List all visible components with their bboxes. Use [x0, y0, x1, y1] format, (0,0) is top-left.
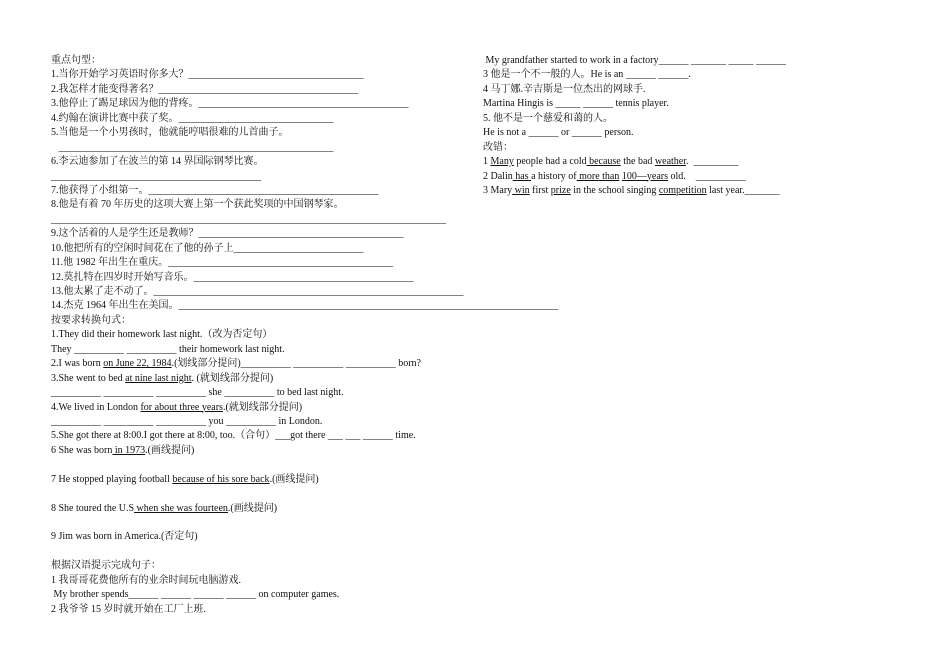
- line-text: .(就划线部分提问): [222, 401, 303, 413]
- left-line: [51, 184, 481, 198]
- left-line: [51, 574, 481, 588]
- underlined-text: prize: [550, 184, 571, 196]
- left-line: [51, 155, 481, 169]
- line-text: people had a cold: [513, 156, 587, 168]
- line-text: 改错：: [483, 141, 513, 153]
- line-text: a history of: [531, 170, 577, 182]
- left-line: [51, 198, 481, 212]
- line-text: 9.这个活着的人是学生还是教师？: [51, 228, 199, 240]
- left-line: [51, 357, 481, 371]
- underlined-text: more than: [576, 170, 620, 182]
- line-text: 7.他获得了小组第一。: [51, 184, 149, 196]
- line-text: My grandfather started to work in a factory______ _______ _____ ______: [483, 55, 786, 66]
- line-text: .(画线提问): [227, 502, 278, 514]
- underlined-text: for about three years: [140, 401, 223, 413]
- line-text: 10.他把所有的空闲时间花在了他的孙子上: [51, 242, 234, 254]
- left-line: [51, 126, 481, 140]
- line-text: They __________ __________ their homework last night.: [51, 343, 285, 355]
- line-text: 根据汉语提示完成句子：: [51, 560, 161, 572]
- line-text: __________________________: [233, 242, 364, 254]
- left-line: [51, 227, 481, 241]
- line-text: 2.我怎样才能变得著名？: [51, 83, 159, 95]
- underlined-text: because of his sore back: [172, 473, 270, 485]
- line-text: _________________________________________: [198, 228, 404, 240]
- right-line: [483, 126, 923, 140]
- underlined-text: has: [512, 170, 532, 182]
- line-text: ________________________________________: [158, 83, 359, 95]
- line-text: My brother spends______ ______ ______ ______ on computer games.: [51, 589, 340, 601]
- line-text: 4 马丁娜.辛吉斯是一位杰出的网球手.: [483, 83, 646, 95]
- left-line: [51, 314, 481, 328]
- left-line: [51, 458, 481, 472]
- line-text: 3.She went to bed: [51, 372, 126, 384]
- line-text: __________ __________ __________ you __________ in London.: [51, 415, 323, 427]
- line-text: the bad: [620, 156, 655, 168]
- left-line: [51, 415, 481, 429]
- underlined-text: win: [512, 184, 530, 196]
- line-text: 2 我爷爷 15 岁时就开始在工厂上班.: [51, 603, 206, 615]
- line-text: first: [529, 184, 551, 196]
- left-line: [51, 444, 481, 458]
- line-text: 按要求转换句式：: [51, 314, 131, 326]
- line-text: .(画线提问): [269, 473, 319, 485]
- right-line: [483, 83, 923, 97]
- line-text: 1.当你开始学习英语时你多大？: [51, 69, 189, 81]
- line-text: _______________________________________________________________________________: [51, 213, 446, 225]
- line-text: 5.当他是一个小男孩时，他就能哼唱很难的儿首曲子。: [51, 127, 289, 139]
- left-line: [51, 516, 481, 530]
- line-text: 5. 他不是一个慈爱和蔼的人。: [483, 112, 613, 124]
- right-column: [483, 54, 923, 198]
- line-text: 6 She was born: [51, 444, 113, 456]
- line-text: 8.他是有着 70 年历史的这项大赛上第一个获此奖项的中国钢琴家。: [51, 199, 344, 211]
- line-text: 1: [483, 156, 491, 168]
- line-text: ______________________________________________________________: [153, 286, 464, 297]
- line-text: 1.They did their homework last night.（改为否定句）: [51, 329, 273, 341]
- right-line: [483, 141, 923, 155]
- line-text: 2.I was born: [51, 358, 104, 370]
- line-text: 6.李云迪参加了在波兰的第 14 界国际钢琴比赛。: [51, 156, 264, 168]
- left-line: [51, 530, 481, 544]
- line-text: .(划线部分提问)__________ __________ __________ born?: [171, 358, 421, 370]
- line-text: 11.他 1982 年出生在重庆。: [51, 257, 169, 269]
- underlined-text: when she was fourteen: [134, 502, 228, 514]
- line-text: He is not a ______ or ______ person.: [483, 127, 634, 139]
- right-line: [483, 112, 923, 126]
- left-line: [51, 545, 481, 559]
- left-line: [51, 502, 481, 516]
- line-text: 14.杰克 1964 年出生在美国。: [51, 300, 179, 312]
- left-line: [51, 112, 481, 126]
- line-text: ____________________________________________________________________________: [178, 300, 559, 312]
- left-line: [51, 54, 481, 68]
- underlined-text: weather: [654, 156, 686, 168]
- right-line: [483, 97, 923, 111]
- line-text: 1 我哥哥花费他所有的业余时间玩电脑游戏.: [51, 574, 241, 586]
- left-line: [51, 299, 559, 313]
- left-line: [51, 97, 481, 111]
- left-line: [51, 256, 481, 270]
- left-line: [51, 372, 481, 386]
- underlined-text: on June 22, 1984: [103, 358, 172, 370]
- line-text: _______________________________________________________: [51, 141, 334, 153]
- line-text: in the school singing: [570, 184, 659, 196]
- left-line: [51, 401, 481, 415]
- line-text: ___________________________________: [188, 69, 364, 81]
- left-line: [51, 588, 481, 602]
- left-line: [51, 487, 481, 501]
- line-text: Martina Hingis is _____ ______ tennis player.: [483, 98, 669, 110]
- left-line: [51, 242, 481, 256]
- left-line: [51, 83, 481, 97]
- line-text: .(画线提问): [145, 444, 195, 456]
- line-text: 7 He stopped playing football: [51, 473, 173, 485]
- right-line: [483, 170, 923, 184]
- line-text: 9 Jim was born in America.(否定句): [51, 531, 198, 543]
- line-text: 12.莫扎特在四岁时开始写音乐。: [51, 271, 194, 283]
- left-line: [51, 603, 481, 617]
- underlined-text: 100—years: [621, 170, 668, 182]
- left-line: [51, 213, 481, 227]
- underlined-text: competition: [658, 184, 707, 196]
- left-line: [51, 141, 481, 155]
- line-text: . (就划线部分提问): [191, 372, 274, 384]
- line-text: . _________: [686, 156, 739, 168]
- right-line: [483, 184, 923, 198]
- underlined-text: because: [586, 156, 621, 168]
- left-line: [51, 170, 481, 184]
- line-text: 3 他是一个不一般的人。He is an ______ ______.: [483, 69, 691, 81]
- line-text: 4.约翰在演讲比赛中获了奖。: [51, 112, 179, 124]
- line-text: 2 Dalin: [483, 170, 513, 182]
- line-text: 重点句型：: [51, 55, 101, 66]
- left-line: [51, 559, 481, 573]
- right-line: [483, 68, 923, 82]
- line-text: 5.She got there at 8:00.I got there at 8:00, too.（合句）___got there ___ ___ ______ time.: [51, 430, 416, 442]
- line-text: ______________________________________________: [148, 184, 379, 196]
- line-text: 3.他停止了踢足球因为他的背疼。: [51, 98, 199, 110]
- line-text: ____________________________________________: [193, 271, 414, 283]
- line-text: _____________________________________________: [168, 257, 394, 269]
- line-text: 8 She toured the U.S: [51, 502, 135, 514]
- left-line: [51, 285, 481, 299]
- left-line: [51, 473, 481, 487]
- line-text: __________________________________________: [51, 170, 261, 182]
- line-text: 3 Mary: [483, 184, 513, 196]
- right-line: [483, 54, 923, 68]
- left-line: [51, 386, 481, 400]
- left-line: [51, 429, 481, 443]
- line-text: old. __________: [667, 170, 746, 182]
- left-line: [51, 271, 481, 285]
- left-line: [51, 328, 481, 342]
- line-text: 13.他太累了走不动了。: [51, 286, 154, 297]
- line-text: __________________________________________: [198, 98, 409, 110]
- line-text: __________ __________ __________ she __________ to bed last night.: [51, 387, 344, 399]
- right-line: [483, 155, 923, 169]
- underlined-text: at nine last night: [125, 372, 192, 384]
- left-line: [51, 68, 481, 82]
- underlined-text: Many: [490, 156, 514, 168]
- line-text: 4.We lived in London: [51, 401, 141, 413]
- left-line: [51, 343, 481, 357]
- line-text: last year._______: [706, 184, 780, 196]
- underlined-text: in 1973: [112, 444, 146, 456]
- line-text: _______________________________: [178, 112, 334, 124]
